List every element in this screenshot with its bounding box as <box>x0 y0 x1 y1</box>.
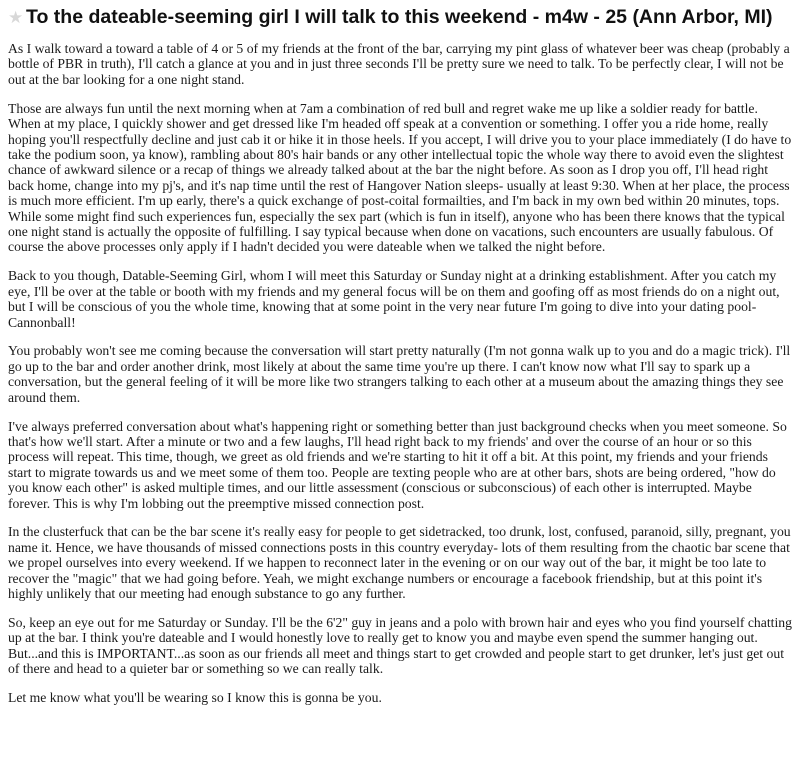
body-paragraph-6: In the clusterfuck that can be the bar scene it's really easy for people to get sidetracked, too drunk, lost, confused, paranoid, silly, pregnant, you name it. Hence, we have thousands of missed connections posts in this country everyday- lots of them resulting from the chaotic bar scene that we propel ourselves into every weekend. If we happen to reconnect later in the evening or on our way out of the bar, it might be too late to recover the "magic" that we had going before. Yeah, we might exchange numbers or encourage a facebook friendship, but at this point it's highly unlikely that our meeting had enough substance to go any further. <box>8 524 791 602</box>
body-paragraph-3: Back to you though, Datable-Seeming Girl, whom I will meet this Saturday or Sunday night at a drinking establishment. After you catch my eye, I'll be over at the table or booth with my friends and my general focus will be on them and goofing off as most friends do on a night out, but I will be conscious of you the whole time, knowing that at some point in the very near future I'm going to dive into your dating pool- Cannonball! <box>8 268 780 330</box>
body-paragraph-7: So, keep an eye out for me Saturday or Sunday. I'll be the 6'2" guy in jeans and a polo with brown hair and eyes who you find yourself chatting up at the bar. I think you're dateable and I would honestly love to really get to know you and maybe even spend the summer hanging out. But...and this is IMPORTANT...as soon as our friends all meet and things start to get crowded and people start to get drunker, let's just get out of there and head to a quieter bar or something so we can really talk. <box>8 615 792 677</box>
posting-header <box>8 4 792 31</box>
posting-body <box>8 41 792 706</box>
star-icon[interactable]: ★ <box>8 8 24 27</box>
body-paragraph-2: Those are always fun until the next morning when at 7am a combination of red bull and regret wake me up like a soldier ready for battle. When at my place, I quickly shower and get dressed like I'm headed off speak at a convention or something. I offer you a ride home, really hoping you'll respectfully decline and just cab it or hike it in those heels. If you accept, I will drive you to your place immediately (I do have to take the podium soon, ya know), rambling about 80's hair bands or any other intellectual topic the whole way there to avoid even the slightest chance of awkward silence or a recap of things we already talked about at the bar the night before. As soon as I drop you off, I'll head right back home, change into my pj's, and it's nap time until the rest of Hangover Nation sleeps- usually at least 9:30. When at her place, the process is much more efficient. I'm up early, there's a quick exchange of post-coital formailties, and I'm back in my own bed within 20 minutes, tops. While some might find such experiences fun, especially the sex part (which is fun in itself), anyone who has been there knows that the typical one night stand is actually the opposite of fulfilling. I say typical because when done on vacations, such encounters are usually fabulous. Of course the above processes only apply if I hadn't decided you were dateable when we talked the night before. <box>8 100 792 255</box>
body-paragraph-8: Let me know what you'll be wearing so I know this is gonna be you. <box>8 690 382 706</box>
body-paragraph-5: I've always preferred conversation about what's happening right or something better than just background checks when you meet someone. So that's how we'll start. After a minute or two and a few laughs, I'll head right back to my friends' and over the course of an hour or so this process will repeat. This time, though, we greet as old friends and we're starting to hit it off a bit. At this point, my friends and your friends start to migrate towards us and we meet some of them too. People are texting people who are at other bars, shots are being ordered, "how do you know each other" is asked multiple times, and our little assessment (conscious or subconscious) of each other is interrupted. Maybe forever. This is why I'm lobbing out the preemptive missed connection post. <box>8 418 787 511</box>
body-paragraph-4: You probably won't see me coming because the conversation will start pretty naturally (I'm not gonna walk up to you and do a magic trick). I'll go up to the bar and order another drink, most likely at about the same time you're up there. I can't know now what I'll say to spark up a conversation, but the general feeling of it will be more like two strangers talking to each other at a museum about the amazing things they see around them. <box>8 343 791 405</box>
body-paragraph-1: As I walk toward a toward a table of 4 or 5 of my friends at the front of the bar, carrying my pint glass of whatever beer was cheap (probably a bottle of PBR in truth), I'll catch a glance at you and in just three seconds I'll be pretty sure we need to talk. To be perfectly clear, I will not be out at the bar looking for a one night stand. <box>8 41 790 87</box>
posting-title: To the dateable-seeming girl I will talk to this weekend - m4w - 25 (Ann Arbor, MI) <box>26 6 773 28</box>
posting <box>8 4 792 719</box>
